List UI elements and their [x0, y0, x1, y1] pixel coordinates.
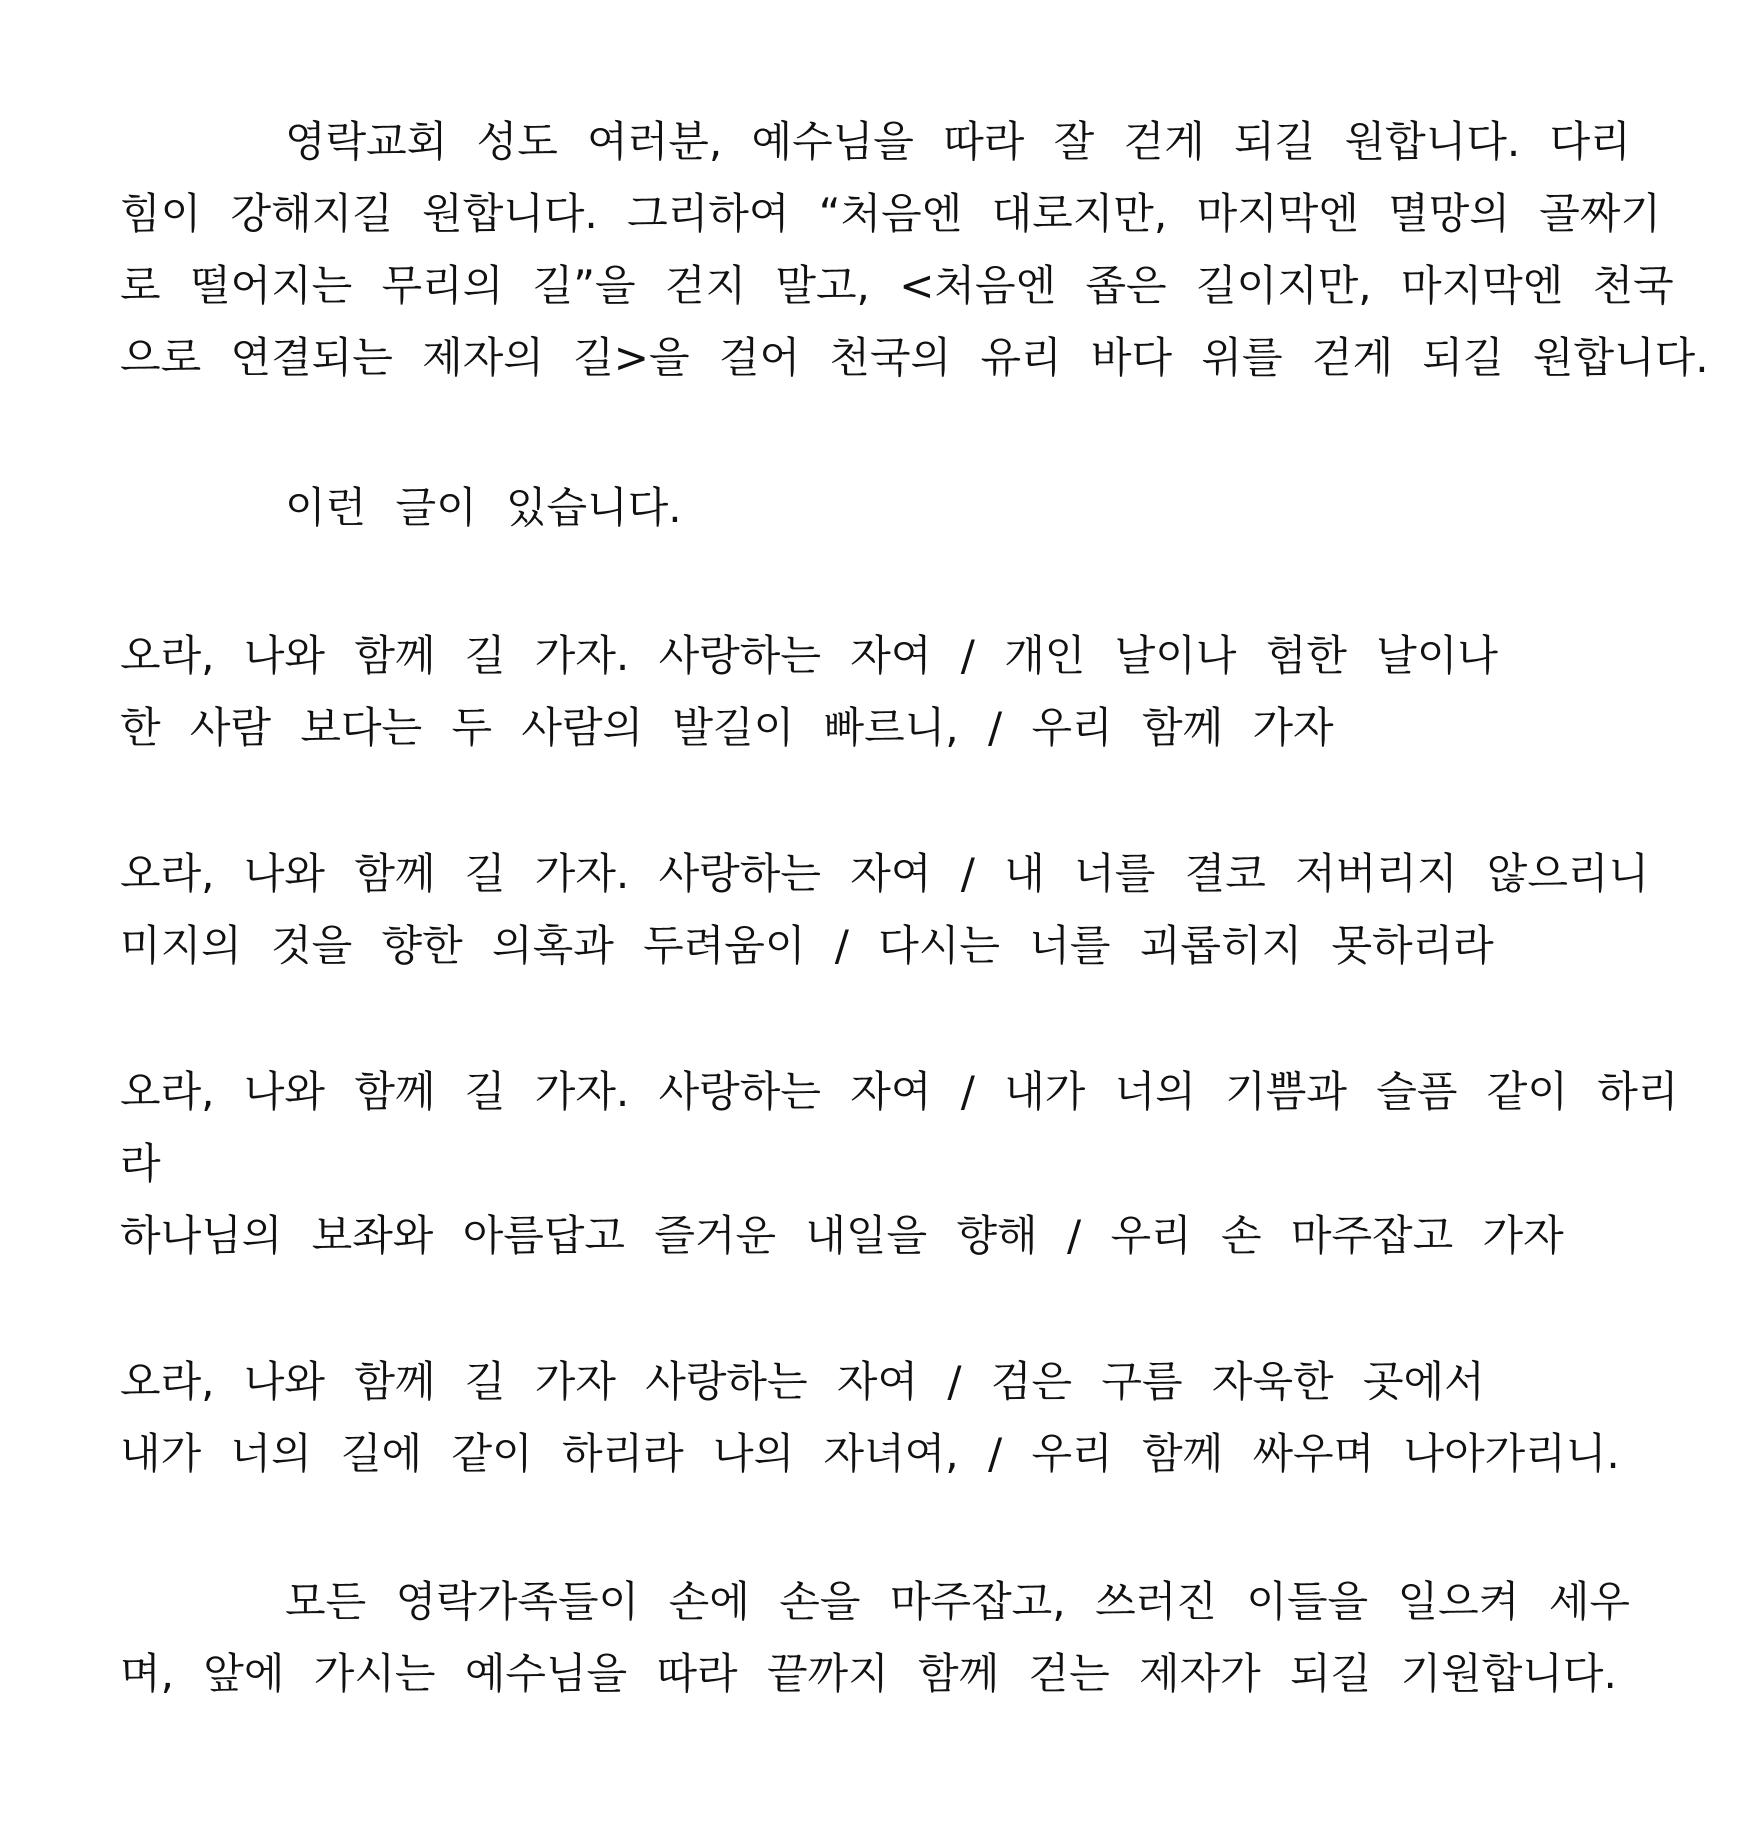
stanza-2-line-1: 오라, 나와 함께 길 가자. 사랑하는 자여 / 내 너를 결코 저버리지 않으리니 [120, 849, 1650, 898]
stanza-2-line-2: 미지의 것을 향한 의혹과 두려움이 / 다시는 너를 괴롭히지 못하리라 [120, 921, 1494, 970]
paragraph-3-line-2: 며, 앞에 가시는 예수님을 따라 끝까지 함께 걷는 제자가 되길 기원합니다. [120, 1649, 1617, 1698]
paragraph-2-line-1: 이런 글이 있습니다. [285, 483, 682, 532]
stanza-3-line-3: 하나님의 보좌와 아름답고 즐거운 내일을 향해 / 우리 손 마주잡고 가자 [120, 1211, 1564, 1260]
paragraph-1-line-3: 로 떨어지는 무리의 길”을 걷지 말고, <처음엔 좁은 길이지만, 마지막엔 천국 [120, 261, 1674, 310]
stanza-4-line-2: 내가 너의 길에 같이 하리라 나의 자녀여, / 우리 함께 싸우며 나아가리니. [120, 1429, 1620, 1478]
paragraph-1-line-1: 영락교회 성도 여러분, 예수님을 따라 잘 걷게 되길 원합니다. 다리 [285, 117, 1631, 166]
paragraph-1-line-4: 으로 연결되는 제자의 길>을 걸어 천국의 유리 바다 위를 걷게 되길 원합니다. [120, 333, 1709, 382]
stanza-1-line-2: 한 사람 보다는 두 사람의 발길이 빠르니, / 우리 함께 가자 [120, 703, 1334, 752]
paragraph-1-line-2: 힘이 강해지길 원합니다. 그리하여 “처음엔 대로지만, 마지막엔 멸망의 골짜기 [120, 189, 1661, 238]
stanza-4-line-1: 오라, 나와 함께 길 가자 사랑하는 자여 / 검은 구름 자욱한 곳에서 [120, 1357, 1485, 1406]
paragraph-3-line-1: 모든 영락가족들이 손에 손을 마주잡고, 쓰러진 이들을 일으켜 세우 [285, 1577, 1630, 1626]
stanza-3-line-1: 오라, 나와 함께 길 가자. 사랑하는 자여 / 내가 너의 기쁨과 슬픔 같이 하리 [120, 1067, 1679, 1116]
stanza-3-line-2: 라 [120, 1139, 161, 1188]
stanza-1-line-1: 오라, 나와 함께 길 가자. 사랑하는 자여 / 개인 날이나 험한 날이나 [120, 631, 1499, 680]
